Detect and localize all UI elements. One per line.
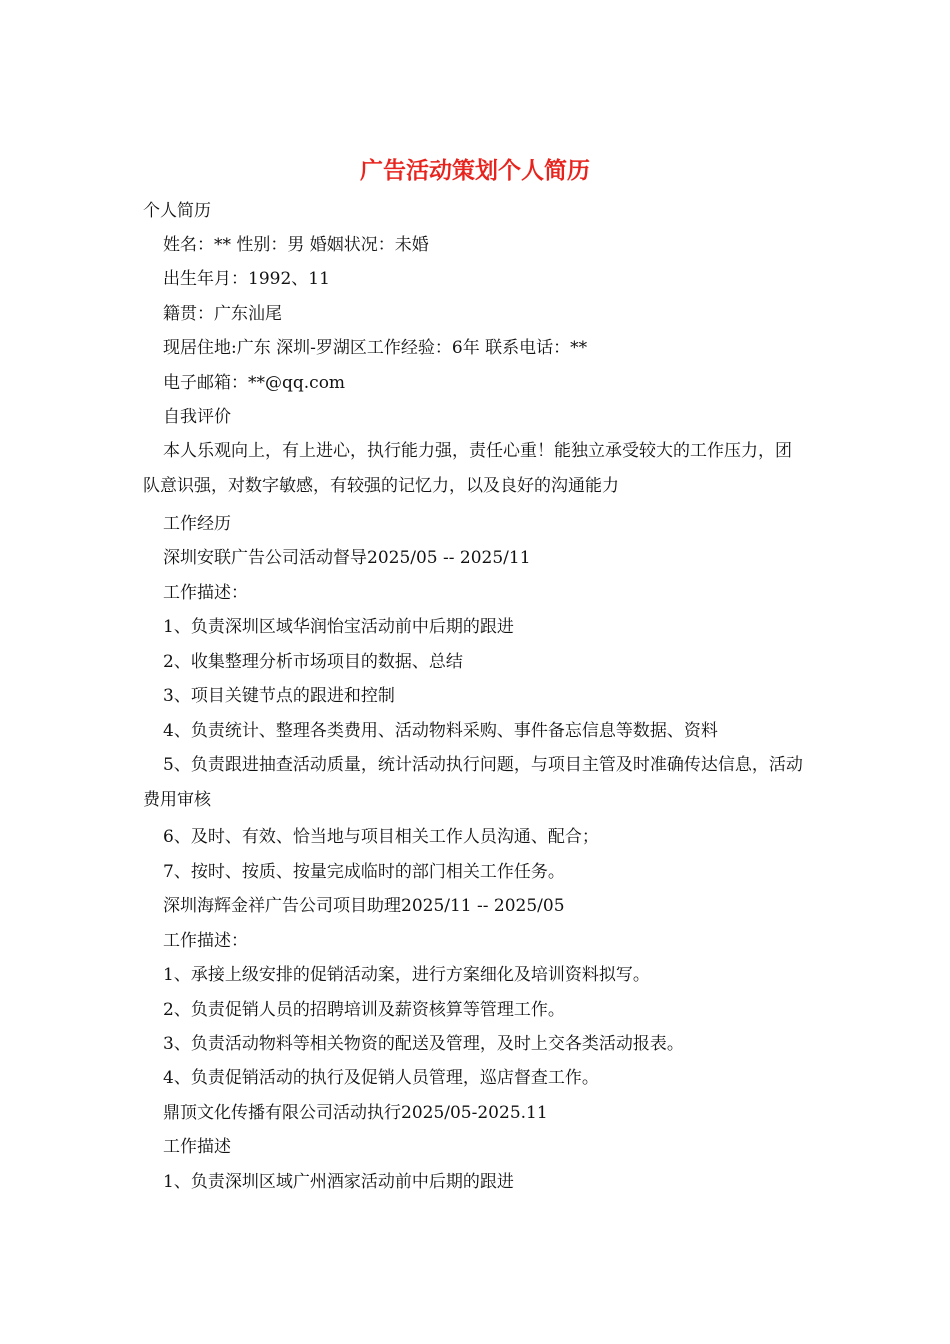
job-item: 6、及时、有效、恰当地与项目相关工作人员沟通、配合； bbox=[163, 827, 599, 847]
info-birth: 出生年月：1992、11 bbox=[163, 269, 330, 289]
job-item: 4、负责统计、整理各类费用、活动物料采购、事件备忘信息等数据、资料 bbox=[163, 721, 718, 741]
info-residence: 现居住地:广东 深圳-罗湖区工作经验：6年 联系电话：** bbox=[163, 338, 588, 358]
job-desc-label: 工作描述： bbox=[163, 583, 248, 603]
job-item: 4、负责促销活动的执行及促销人员管理，巡店督查工作。 bbox=[163, 1068, 599, 1088]
info-origin: 籍贯：广东汕尾 bbox=[163, 304, 282, 324]
job-header: 深圳安联广告公司活动督导2025/05 -- 2025/11 bbox=[163, 548, 531, 568]
job-header: 深圳海辉金祥广告公司项目助理2025/11 -- 2025/05 bbox=[163, 896, 565, 916]
info-email: 电子邮箱：**@qq.com bbox=[163, 373, 346, 393]
section-heading: 个人简历 bbox=[143, 201, 211, 221]
job-item: 1、负责深圳区域广州酒家活动前中后期的跟进 bbox=[163, 1172, 514, 1192]
job-item: 3、项目关键节点的跟进和控制 bbox=[163, 686, 395, 706]
job-header: 鼎顶文化传播有限公司活动执行2025/05-2025.11 bbox=[163, 1103, 548, 1123]
job-item: 1、承接上级安排的促销活动案，进行方案细化及培训资料拟写。 bbox=[163, 965, 650, 985]
job-item: 7、按时、按质、按量完成临时的部门相关工作任务。 bbox=[163, 862, 565, 882]
job-desc-label: 工作描述： bbox=[163, 931, 248, 951]
self-eval-heading: 自我评价 bbox=[163, 407, 231, 427]
job-item: 2、负责促销人员的招聘培训及薪资核算等管理工作。 bbox=[163, 1000, 565, 1020]
job-desc-label: 工作描述 bbox=[163, 1137, 231, 1157]
job-item: 2、收集整理分析市场项目的数据、总结 bbox=[163, 652, 463, 672]
work-heading: 工作经历 bbox=[163, 514, 231, 534]
job-item: 1、负责深圳区域华润怡宝活动前中后期的跟进 bbox=[163, 617, 514, 637]
job-item: 5、负责跟进抽查活动质量，统计活动执行问题，与项目主管及时准确传达信息，活动费用审核 bbox=[143, 755, 803, 810]
document-title: 广告活动策划个人简历 bbox=[360, 158, 590, 184]
job-item: 3、负责活动物料等相关物资的配送及管理，及时上交各类活动报表。 bbox=[163, 1034, 684, 1054]
self-eval-text: 本人乐观向上，有上进心，执行能力强，责任心重！能独立承受较大的工作压力，团队意识强，对数字敏感，有较强的记忆力，以及良好的沟通能力 bbox=[143, 441, 792, 496]
info-name-gender-marital: 姓名：** 性别：男 婚姻状况：未婚 bbox=[163, 235, 429, 255]
